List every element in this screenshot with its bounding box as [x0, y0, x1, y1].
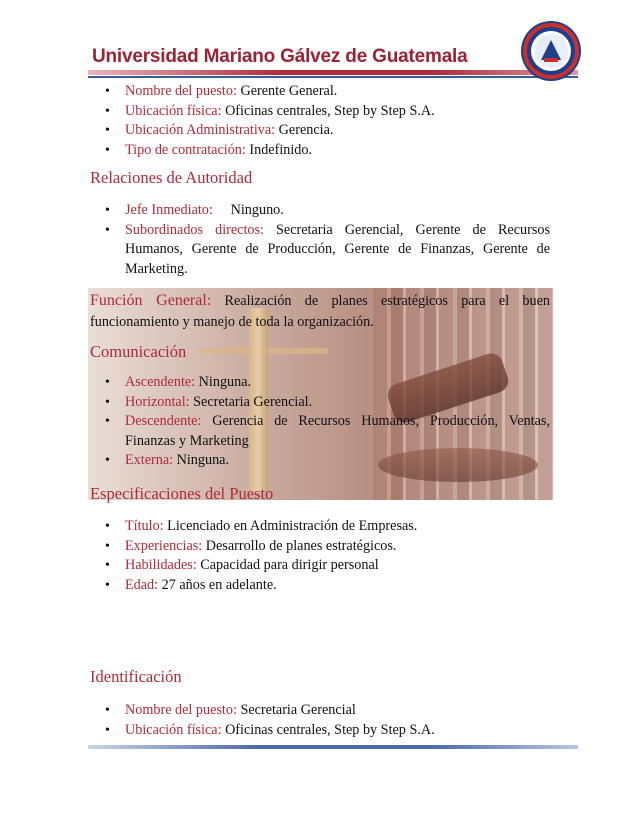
section-title-identificacion: Identificación	[90, 667, 182, 686]
list-item: • Habilidades: Capacidad para dirigir personal	[100, 556, 550, 576]
list-item: • Nombre del puesto: Gerente General.	[100, 82, 550, 102]
list-item: • Ubicación Administrativa: Gerencia.	[100, 121, 550, 141]
relaciones-list	[100, 201, 550, 279]
list-item: • Nombre del puesto: Secretaria Gerencial	[100, 701, 550, 721]
especificaciones-list	[100, 517, 550, 595]
header-rule	[88, 70, 578, 75]
identificacion-list	[100, 701, 550, 740]
header-rule-blue	[88, 76, 578, 78]
list-item: • Jefe Inmediato: Ninguno.	[100, 201, 550, 221]
list-item: • Subordinados directos: Secretaria Gerencial, Gerente de Recursos Humanos, Gerente de Producción, Gerente de Finanzas, Gerente de Marketing.	[100, 221, 550, 280]
list-item: • Ubicación física: Oficinas centrales, Step by Step S.A.	[100, 102, 550, 122]
university-seal-icon	[520, 20, 582, 82]
list-item: • Horizontal: Secretaria Gerencial.	[100, 393, 550, 413]
list-item: • Descendente: Gerencia de Recursos Humanos, Producción, Ventas, Finanzas y Marketing	[100, 412, 550, 451]
document-header-title: Universidad Mariano Gálvez de Guatemala	[92, 46, 468, 67]
section-title-relaciones: Relaciones de Autoridad	[90, 168, 253, 187]
funcion-general-paragraph: Función General: Realización de planes estratégicos para el buen funcionamiento y manejo de toda la organización.	[90, 292, 551, 330]
section-title-comunicacion: Comunicación	[90, 342, 187, 361]
list-item: • Externa: Ninguna.	[100, 451, 550, 471]
footer-rule	[88, 745, 578, 749]
list-item: • Edad: 27 años en adelante.	[100, 576, 550, 596]
comunicacion-list	[100, 373, 550, 471]
list-item: • Ubicación física: Oficinas centrales, Step by Step S.A.	[100, 721, 550, 741]
list-item: • Ascendente: Ninguna.	[100, 373, 550, 393]
section-title-especificaciones: Especificaciones del Puesto	[90, 484, 274, 503]
list-item: • Experiencias: Desarrollo de planes estratégicos.	[100, 537, 550, 557]
list-item: • Tipo de contratación: Indefinido.	[100, 141, 550, 161]
job-details-list-1	[100, 82, 550, 160]
list-item: • Título: Licenciado en Administración de Empresas.	[100, 517, 550, 537]
